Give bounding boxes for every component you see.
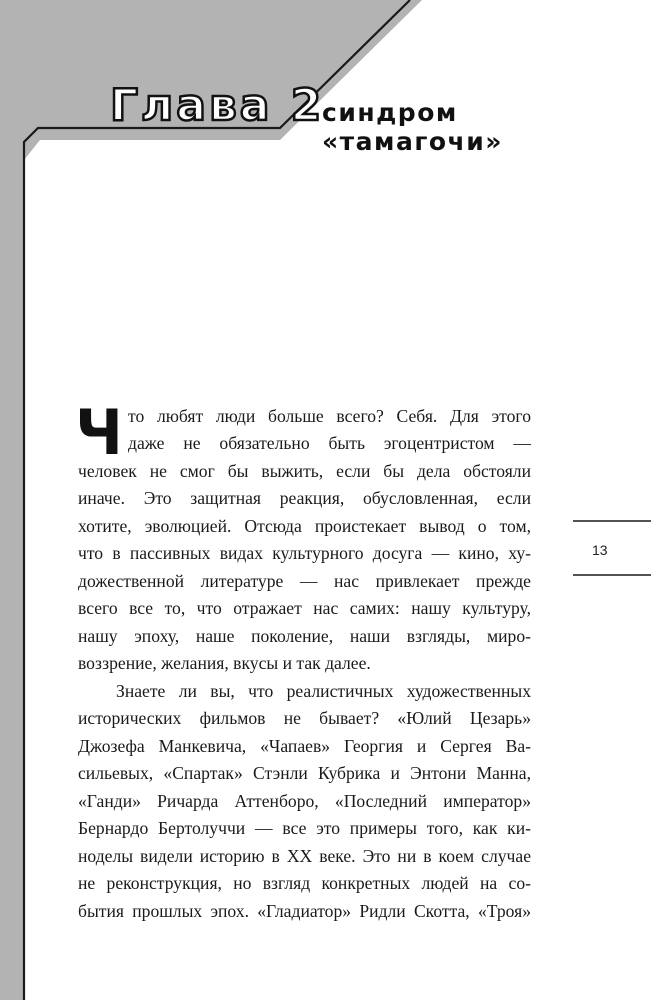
body-line: то любят люди больше всего? Себя. Для этого [128, 406, 531, 426]
body-line: бытия прошлых эпох. «Гладиатор» Ридли Скотта, «Троя» [78, 901, 531, 921]
body-line: нашу эпоху, наше поколение, наши взгляды, миро- [78, 626, 531, 646]
body-line: Джозефа Манкевича, «Чапаев» Георгия и Сергея Ва- [78, 736, 531, 756]
body-line: хотите, эволюцией. Отсюда проистекает вывод о том, [78, 516, 531, 536]
body-line: дожественной литературе — нас привлекает прежде [78, 571, 531, 591]
body-line: человек не смог бы выжить, если бы дела обстояли [78, 461, 531, 481]
body-line: Бернардо Бертолуччи — все это примеры того, как ки- [78, 818, 531, 838]
body-line: воззрение, желания, вкусы и так далее. [78, 653, 371, 673]
chapter-title-line-2: «тамагочи» [322, 127, 503, 156]
body-line: исторических фильмов не бывает? «Юлий Цезарь» [78, 708, 531, 728]
body-line: «Ганди» Ричарда Аттенборо, «Последний император» [78, 791, 531, 811]
body-line: ноделы видели историю в XX веке. Это ни в коем случае [78, 846, 531, 866]
page-number: 13 [592, 542, 608, 558]
body-line: не реконструкция, но взгляд конкретных людей на со- [78, 873, 531, 893]
chapter-title-line-1: синдром [322, 98, 458, 127]
body-line: Знаете ли вы, что реалистичных художественных [116, 681, 531, 701]
chapter-title [322, 98, 503, 156]
body-line: что в пассивных видах культурного досуга — кино, ху- [78, 543, 531, 563]
body-line: всего все то, что отражает нас самих: нашу культуру, [78, 598, 531, 618]
body-line: даже не обязательно быть эгоцентристом — [128, 433, 531, 453]
body-line: иначе. Это защитная реакция, обусловленная, если [78, 488, 531, 508]
drop-cap: Ч [75, 396, 123, 469]
chapter-label: Глава 2 [110, 80, 325, 131]
body-line: сильевых, «Спартак» Стэнли Кубрика и Энтони Манна, [78, 763, 531, 783]
